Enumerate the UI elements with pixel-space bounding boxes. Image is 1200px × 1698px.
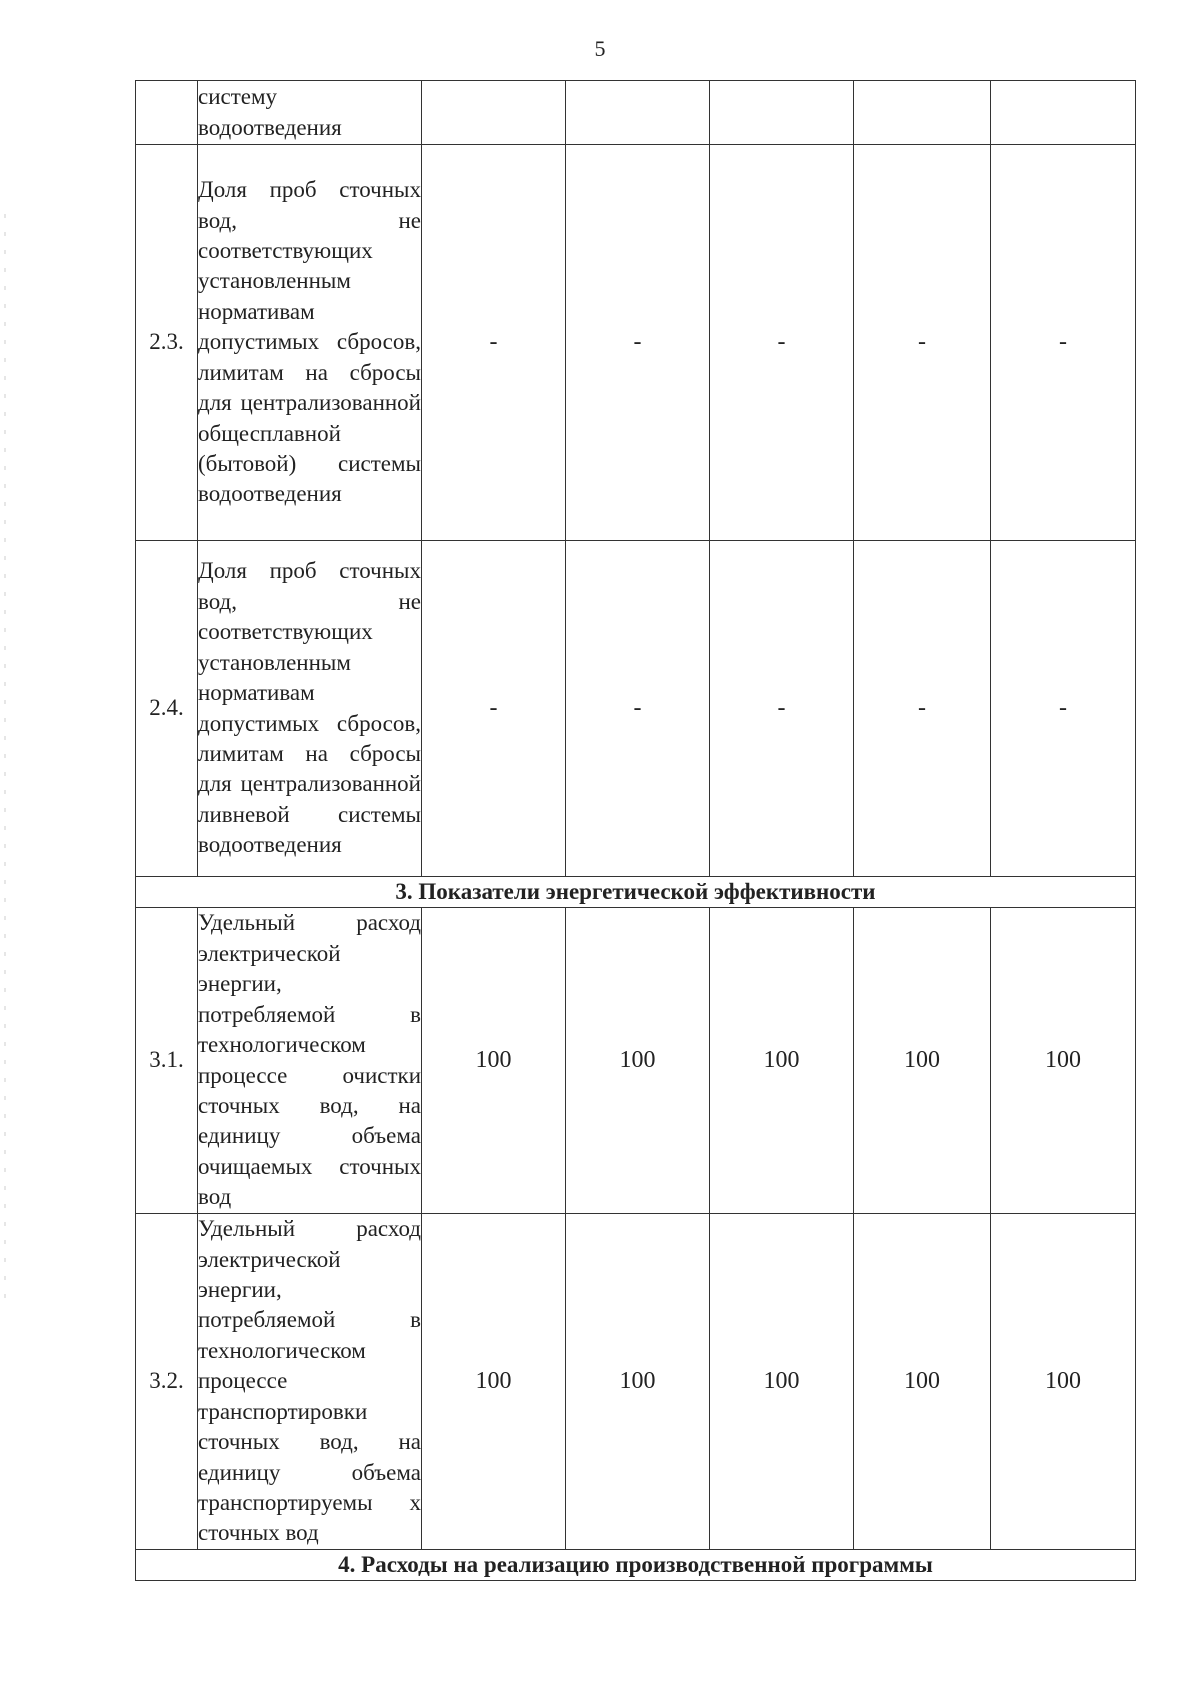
- indicator-name-line: систему: [198, 84, 278, 110]
- value-cell: [710, 81, 854, 145]
- value-cell: 100: [422, 908, 566, 1214]
- row-number: [136, 81, 198, 145]
- value-cell: 100: [854, 908, 991, 1214]
- value-cell: 100: [991, 908, 1136, 1214]
- value-cell: [566, 81, 710, 145]
- value-cell: -: [991, 145, 1136, 541]
- indicator-name: [198, 908, 422, 1214]
- value-cell: -: [991, 541, 1136, 877]
- row-number: 3.2.: [136, 1214, 198, 1550]
- indicator-name: [198, 145, 422, 541]
- value-cell: -: [422, 145, 566, 541]
- value-cell: -: [422, 541, 566, 877]
- row-number: 2.4.: [136, 541, 198, 877]
- value-cell: -: [854, 145, 991, 541]
- indicator-name: [198, 81, 422, 145]
- value-cell: -: [710, 145, 854, 541]
- value-cell: [422, 81, 566, 145]
- value-cell: 100: [710, 908, 854, 1214]
- value-cell: 100: [991, 1214, 1136, 1550]
- table-row: [136, 145, 1136, 541]
- section-title: 4. Расходы на реализацию производственной программы: [136, 1550, 1136, 1581]
- value-cell: 100: [566, 1214, 710, 1550]
- value-cell: [854, 81, 991, 145]
- value-cell: [991, 81, 1136, 145]
- indicators-table: [135, 80, 1136, 1581]
- value-cell: -: [566, 145, 710, 541]
- indicator-name-text: Удельный расход электрической энергии, потребляемой в технологическом процессе транспортировки сточных вод, на единицу объема транспортируемы х сточных вод: [198, 1216, 421, 1546]
- value-cell: -: [566, 541, 710, 877]
- table-row: [136, 908, 1136, 1214]
- indicator-name-text: Удельный расход электрической энергии, потребляемой в технологическом процессе очистки сточных вод, на единицу объема очищаемых сточных вод: [198, 910, 421, 1210]
- table-row: [136, 81, 1136, 145]
- indicator-name-line: водоотведения: [198, 114, 342, 140]
- value-cell: -: [710, 541, 854, 877]
- value-cell: -: [854, 541, 991, 877]
- table-row: [136, 541, 1136, 877]
- indicator-name: [198, 541, 422, 877]
- row-number: 3.1.: [136, 908, 198, 1214]
- indicator-name-text: Доля проб сточных вод, не соответствующих установленным нормативам допустимых сбросов, лимитам на сбросы для централизованной общесплавной (бытовой) системы водоотведения: [198, 177, 421, 507]
- page-number: 5: [594, 36, 606, 61]
- value-cell: 100: [854, 1214, 991, 1550]
- table-row: [136, 1214, 1136, 1550]
- value-cell: 100: [566, 908, 710, 1214]
- row-number: 2.3.: [136, 145, 198, 541]
- section-header-row: [136, 1550, 1136, 1581]
- indicator-name-text: Доля проб сточных вод, не соответствующих установленным нормативам допустимых сбросов, лимитам на сбросы для централизованной ливневой системы водоотведения: [198, 558, 421, 858]
- section-header-row: [136, 877, 1136, 908]
- indicator-name: [198, 1214, 422, 1550]
- value-cell: 100: [422, 1214, 566, 1550]
- scan-edge-artifact: [4, 200, 6, 1300]
- section-title: 3. Показатели энергетической эффективности: [136, 877, 1136, 908]
- value-cell: 100: [710, 1214, 854, 1550]
